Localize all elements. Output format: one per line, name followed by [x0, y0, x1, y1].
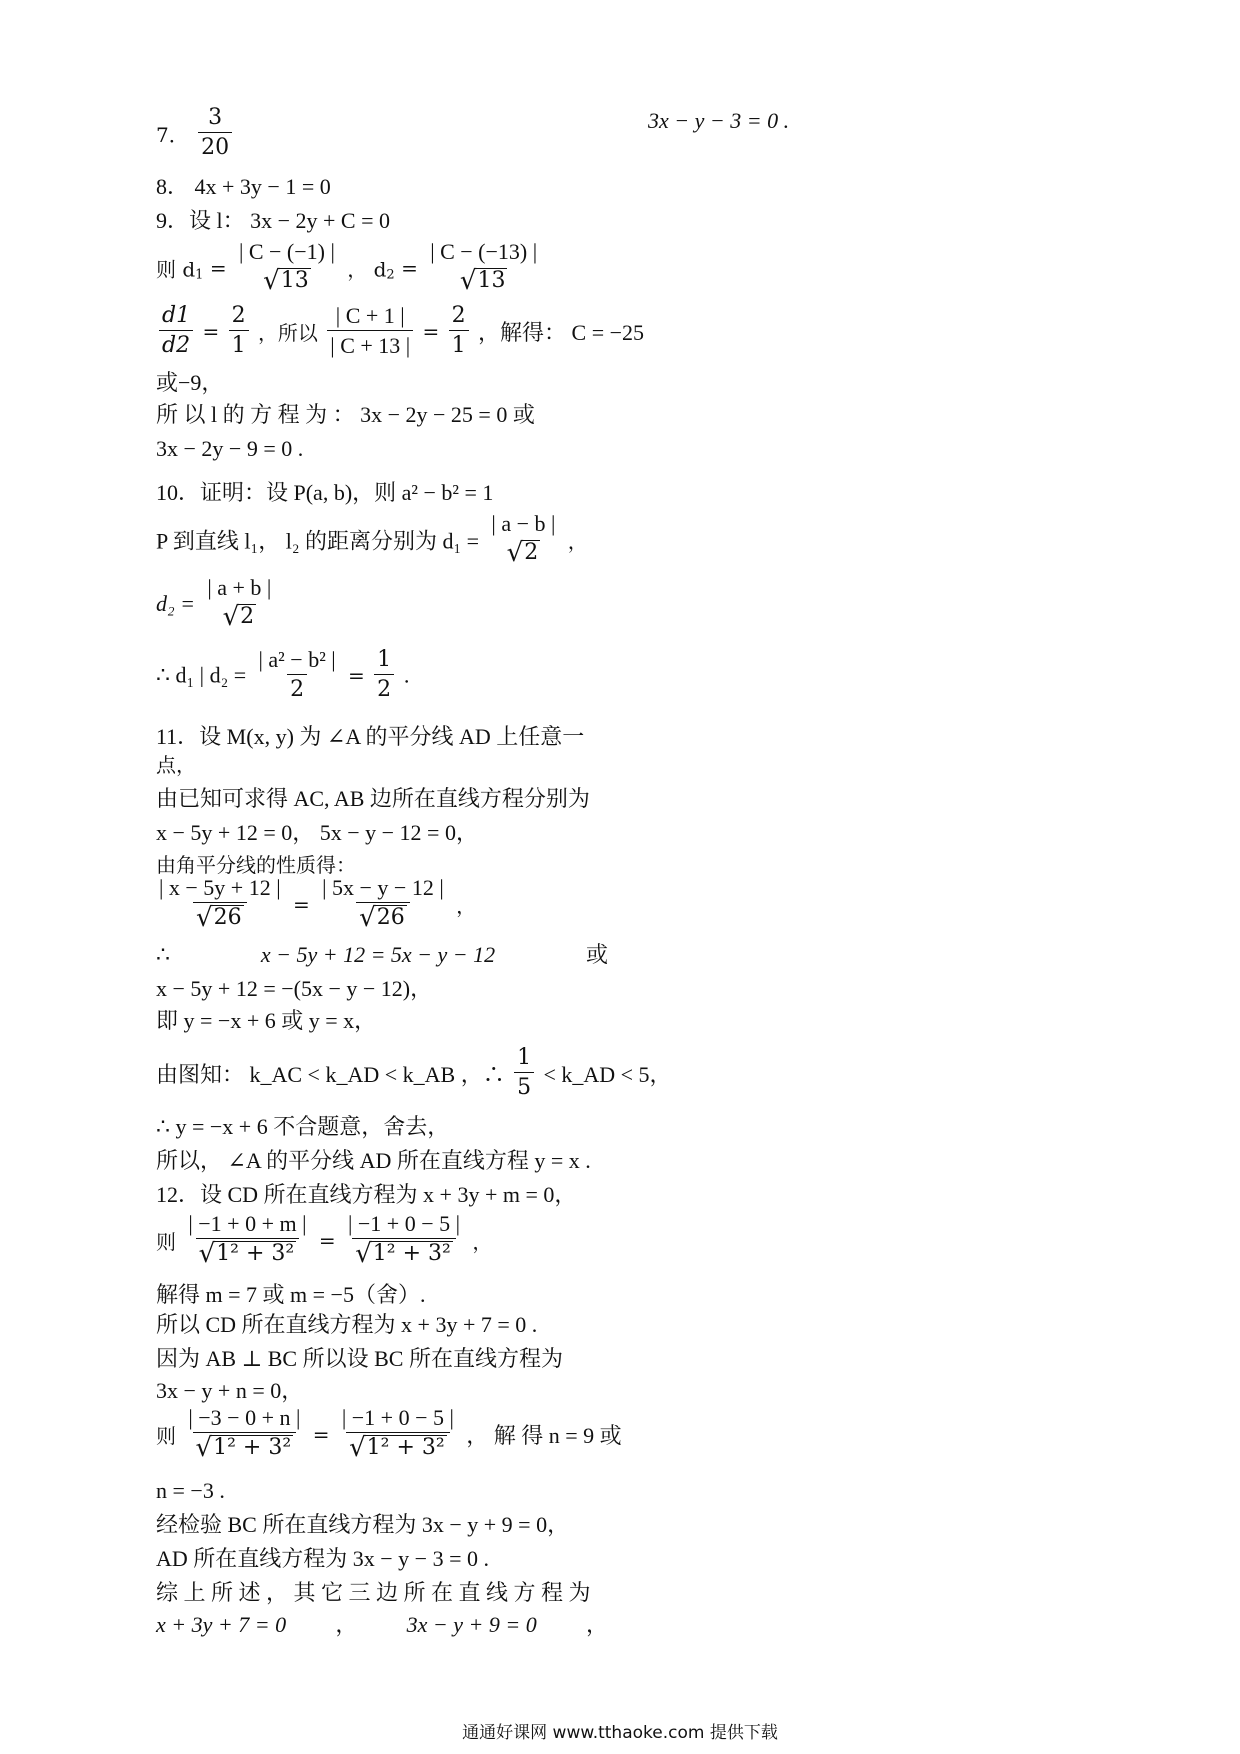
q10-comma: ， — [567, 529, 588, 554]
q9-d2-num: | C − (−13) | — [430, 239, 538, 264]
q11-l7 — [156, 942, 608, 968]
q9-d2-fraction: | C − (−13) | √ 13 — [427, 240, 540, 296]
q9-two-over-one-a — [229, 304, 249, 359]
q11-frac-1-den: 26 — [213, 905, 242, 930]
q10-d1-den: 2 — [524, 540, 539, 565]
q12-frac-2-num: | −1 + 0 − 5 | — [348, 1211, 461, 1236]
q9-one-b: 1 — [449, 330, 469, 359]
q12-l10: AD 所在直线方程为 3x − y − 3 = 0 . — [156, 1546, 489, 1571]
q11-l4: x − 5y + 12 = 0， 5x − y − 12 = 0， — [156, 820, 478, 845]
q9-or: 或−9， — [156, 370, 224, 395]
q12-then-1: 则 — [156, 1230, 176, 1254]
q9-d1-fraction: | C − (−1) | √ 13 — [236, 240, 338, 296]
q12-frac-4-den: 1² + 3² — [366, 1435, 445, 1460]
q12-l12c: 3x − y + 9 = 0 — [406, 1612, 537, 1637]
q12-l5: 因为 AB ⊥ BC 所以设 BC 所在直线方程为 — [156, 1346, 563, 1371]
q11-frac-2-den: 26 — [376, 905, 405, 930]
q11-frac-2: | 5x − y − 12 | √ 26 — [319, 876, 447, 933]
q10-therefore: ∴ d₁ | d₂ = — [156, 662, 247, 688]
q12-l6: 3x − y + n = 0， — [156, 1378, 304, 1403]
q12-frac-4: | −1 + 0 − 5 | √ 1² + 3² — [339, 1406, 457, 1463]
q9-d2-label: ， d — [347, 257, 387, 282]
q9-abs-fraction — [327, 304, 413, 359]
q11-frac-1-num: | x − 5y + 12 | — [159, 875, 281, 900]
q9-two-a: 2 — [231, 303, 246, 328]
q12-frac-2-den: 1² + 3² — [372, 1241, 451, 1266]
q10-d1-fraction: | a − b | √ 2 — [488, 512, 558, 568]
q10-half-fraction — [374, 648, 394, 703]
q11-l12: 所以， ∠A 的平分线 AD 所在直线方程 y = x . — [156, 1148, 591, 1173]
q11-l8: x − 5y + 12 = −(5x − y − 12)， — [156, 976, 433, 1001]
q11-l7a: ∴ — [156, 942, 170, 967]
q11-l5: 由角平分线的性质得： — [156, 853, 356, 877]
q9-eq-1: = — [202, 319, 220, 344]
q12-frac-1-den: 1² + 3² — [216, 1241, 295, 1266]
q11-fifth-num: 1 — [517, 1045, 532, 1070]
q9-abs-num: | C + 1 | — [335, 303, 405, 328]
q7-den: 20 — [198, 132, 232, 161]
q12-frac-4-num: | −1 + 0 − 5 | — [341, 1405, 454, 1430]
q11-fifth-den: 5 — [514, 1072, 534, 1101]
q10-d2-label: d₂ = — [156, 591, 195, 616]
q9-ratio — [156, 304, 644, 359]
q9-eq-line-a: 所 以 l 的 方 程 为 ： 3x − 2y − 25 = 0 或 — [156, 402, 535, 427]
q9-two-b: 2 — [451, 303, 466, 328]
q11-l10a: 由图知： k_AC < k_AD < k_AB ，∴ — [156, 1062, 505, 1087]
q8: 8． 4x + 3y − 1 = 0 — [156, 174, 331, 199]
q11-l10 — [156, 1046, 672, 1101]
q10-dist-a: P 到直线 l₁， l₂ 的距离分别为 d₁ = — [156, 528, 480, 554]
q7-label: 7． — [156, 123, 189, 147]
q12-frac-3: | −3 − 0 + n | √ 1² + 3² — [185, 1406, 303, 1463]
q9-two-over-one-b — [449, 304, 469, 359]
q12-l4: 所以 CD 所在直线方程为 x + 3y + 7 = 0 . — [156, 1312, 538, 1337]
q12-frac-2: | −1 + 0 − 5 | √ 1² + 3² — [345, 1212, 463, 1269]
q10-d2 — [156, 576, 277, 632]
q12-l12a: x + 3y + 7 = 0 — [156, 1612, 287, 1637]
q12-l8: n = −3 . — [156, 1478, 225, 1503]
q9-d1-prefix: 则 d — [156, 257, 196, 282]
q9-eq-line-b: 3x − 2y − 9 = 0 . — [156, 436, 304, 461]
q10-prod-fraction — [256, 648, 339, 703]
q9-d1-num: | C − (−1) | — [238, 239, 335, 264]
q12-frac-1-num: | −1 + 0 + m | — [188, 1211, 307, 1236]
q11-frac-2-num: | 5x − y − 12 | — [322, 875, 444, 900]
q10-product: ∴ d₁ | d₂ = $\frac{\text{| a² − b² |}}{2}$ = $\frac{1}{2}$ . — [156, 647, 410, 702]
q10-d2-num: | a + b | — [207, 575, 272, 600]
q10-d2-den: 2 — [240, 604, 255, 629]
q11-l3: 由已知可求得 AC, AB 边所在直线方程分别为 — [156, 786, 590, 811]
q10-half-den: 2 — [374, 674, 394, 703]
q11-frac-1: | x − 5y + 12 | √ 26 — [156, 876, 284, 933]
q9-ratio-num: d1 — [162, 303, 191, 328]
q12-l3: 解得 m = 7 或 m = −5（舍）. — [156, 1282, 426, 1307]
right-equation: 3x − y − 3 = 0 . — [648, 108, 790, 133]
q10-intro: 10．证明：设 P(a, b)，则 a² − b² = 1 — [156, 480, 494, 505]
q9-ratio-fraction — [159, 304, 193, 359]
q12-l12d: ， — [585, 1612, 608, 1637]
q10-d1-num: | a − b | — [491, 511, 556, 536]
q11-l7c: 或 — [585, 942, 608, 967]
q9-solve: ，解得： C = −25 — [478, 320, 645, 345]
q12-frac-3-num: | −3 − 0 + n | — [188, 1405, 301, 1430]
q10-prod-num: | a² − b² | — [258, 647, 336, 672]
q11-fifth-fraction — [514, 1046, 534, 1101]
q11-bisector-eq: | x − 5y + 12 | √ 26 = | 5x − y − 12 | √ 26 ， — [156, 876, 476, 933]
q12-l9: 经检验 BC 所在直线方程为 3x − y + 9 = 0， — [156, 1512, 570, 1537]
q10-prod-den: 2 — [287, 674, 307, 703]
q9-d2-den: 13 — [477, 268, 506, 293]
q12-l7: 则 | −3 − 0 + n | √ 1² + 3² = | −1 + 0 − 5 | √ 1² + 3² ， 解 得 n = 9 或 — [156, 1405, 622, 1463]
q11-l9: 即 y = −x + 6 或 y = x， — [156, 1008, 377, 1033]
q11-l11: ∴ y = −x + 6 不合题意，舍去， — [156, 1114, 450, 1139]
q9-d1-den: 13 — [280, 268, 309, 293]
q9-ratio-den: d2 — [159, 330, 193, 359]
q7-fraction — [198, 106, 232, 161]
q10-dist — [156, 512, 588, 568]
q10-half-num: 1 — [377, 647, 392, 672]
q12-frac-3-den: 1² + 3² — [213, 1435, 292, 1460]
q10-d2-fraction: | a + b | √ 2 — [204, 576, 274, 632]
q7 — [156, 106, 235, 161]
q9-so: ，所以 — [257, 321, 318, 345]
q11-l7b: x − 5y + 12 = 5x − y − 12 — [260, 942, 496, 967]
q7-num: 3 — [208, 105, 223, 130]
q9-d1-d2: 则 $d_1$ = | C − (−1) | √ 13 ， $d_2$ = | C − (−13) | √ 13 — [156, 240, 543, 296]
q10-period: . — [403, 663, 410, 688]
q12-l1: 12．设 CD 所在直线方程为 x + 3y + m = 0， — [156, 1182, 577, 1207]
q9-abs-den: | C + 13 | — [327, 330, 413, 359]
q11-l10b: < k_AD < 5， — [543, 1062, 672, 1087]
q12-then-2: 则 — [156, 1424, 176, 1448]
q9-one-a: 1 — [229, 330, 249, 359]
q12-l12 — [156, 1612, 608, 1638]
q12-l2: 则 | −1 + 0 + m | √ 1² + 3² = | −1 + 0 − 5 | √ 1² + 3² ， — [156, 1211, 493, 1269]
q11-l2: 点， — [156, 753, 196, 777]
page-footer: 通通好课网 www.tthaoke.com 提供下载 — [462, 1723, 778, 1743]
q12-l11: 综 上 所 述 ， 其 它 三 边 所 在 直 线 方 程 为 — [156, 1580, 591, 1605]
q12-frac-tail: ， 解 得 n = 9 或 — [466, 1423, 622, 1448]
q12-l12b: ， — [335, 1612, 358, 1637]
q11-l1: 11．设 M(x, y) 为 ∠A 的平分线 AD 上任意一 — [156, 724, 585, 749]
q9-eq-2: = — [422, 319, 440, 344]
q12-frac-1: | −1 + 0 + m | √ 1² + 3² — [185, 1212, 309, 1269]
q9-intro: 9．设 l： 3x − 2y + C = 0 — [156, 208, 391, 233]
